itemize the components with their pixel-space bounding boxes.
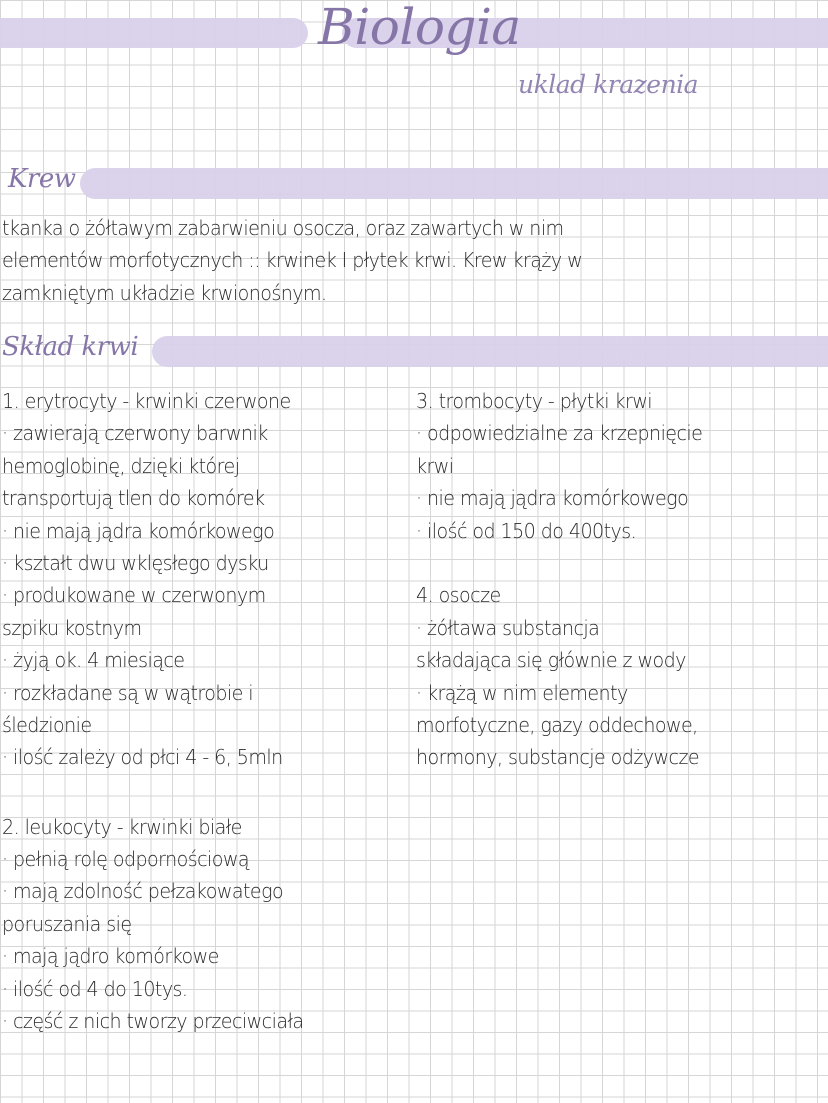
list-item: krwi [416,453,454,478]
paragraph-line: zamkniętym układzie krwionośnym. [2,280,327,305]
list-item: · krążą w nim elementy [416,680,628,705]
list-item: śledzionie [2,712,92,737]
list-item: · ilość zależy od płci 4 - 6, 5mln [2,745,283,770]
list-spacer [2,774,303,811]
page-subtitle: uklad krazenia [518,70,699,99]
paragraph-line: tkanka o żółtawym zabarwieniu osocza, oraz zawartych w nim [2,216,564,240]
list-item: · część z nich tworzy przeciwciała [2,1009,304,1034]
paragraph-line: elementów morfotycznych :: krwinek I płytek krwi. Krew krąży w [2,248,583,273]
list-item: · nie mają jądra komórkowego [2,518,275,543]
list-item: · rozkładane są w wątrobie i [2,680,254,705]
list-item: · mają zdolność pełzakowatego [2,879,284,904]
sklad-right-column [416,385,702,774]
list-item: morfotyczne, gazy oddechowe, [416,712,698,737]
list-item: · odpowiedzialne za krzepnięcie [416,421,703,446]
list-item: · ilość od 4 do 10tys. [2,976,188,1001]
list-item: szpiku kostnym [2,615,142,640]
list-item: hemoglobinę, dzięki której [2,453,240,478]
list-item: transportują tlen do komórek [2,486,265,511]
list-item: 3. trombocyty - płytki krwi [416,389,653,413]
page-title: Biologia [318,0,521,56]
list-item: składająca się głównie z wody [416,648,686,673]
sklad-left-column [2,385,303,1037]
list-spacer [416,547,702,579]
list-item: · produkowane w czerwonym [2,583,266,608]
list-item: 4. osocze [416,583,501,608]
list-item: · żyją ok. 4 miesiące [2,648,185,673]
list-item: · pełnią rolę odpornościową [2,847,250,872]
list-item: · zawierają czerwony barwnik [2,421,268,446]
list-item: poruszania się [2,911,132,936]
list-item: hormony, substancje odżywcze [416,745,700,770]
section-heading-krew: Krew [8,164,76,194]
title-bar-left [0,18,308,48]
list-item: 1. erytrocyty - krwinki czerwone [2,389,291,413]
list-item: 2. leukocyty - krwinki białe [2,814,242,839]
section-heading-sklad: Skład krwi [2,332,139,362]
list-item: · mają jądro komórkowe [2,944,219,969]
list-item: · żółtawa substancja [416,615,600,640]
section-bar-krew [80,168,828,199]
section-bar-sklad [152,336,828,367]
krew-paragraph [2,212,582,309]
list-item: · kształt dwu wklęsłego dysku [2,550,269,575]
list-item: · ilość od 150 do 400tys. [416,518,637,543]
list-item: · nie mają jądra komórkowego [416,486,689,511]
